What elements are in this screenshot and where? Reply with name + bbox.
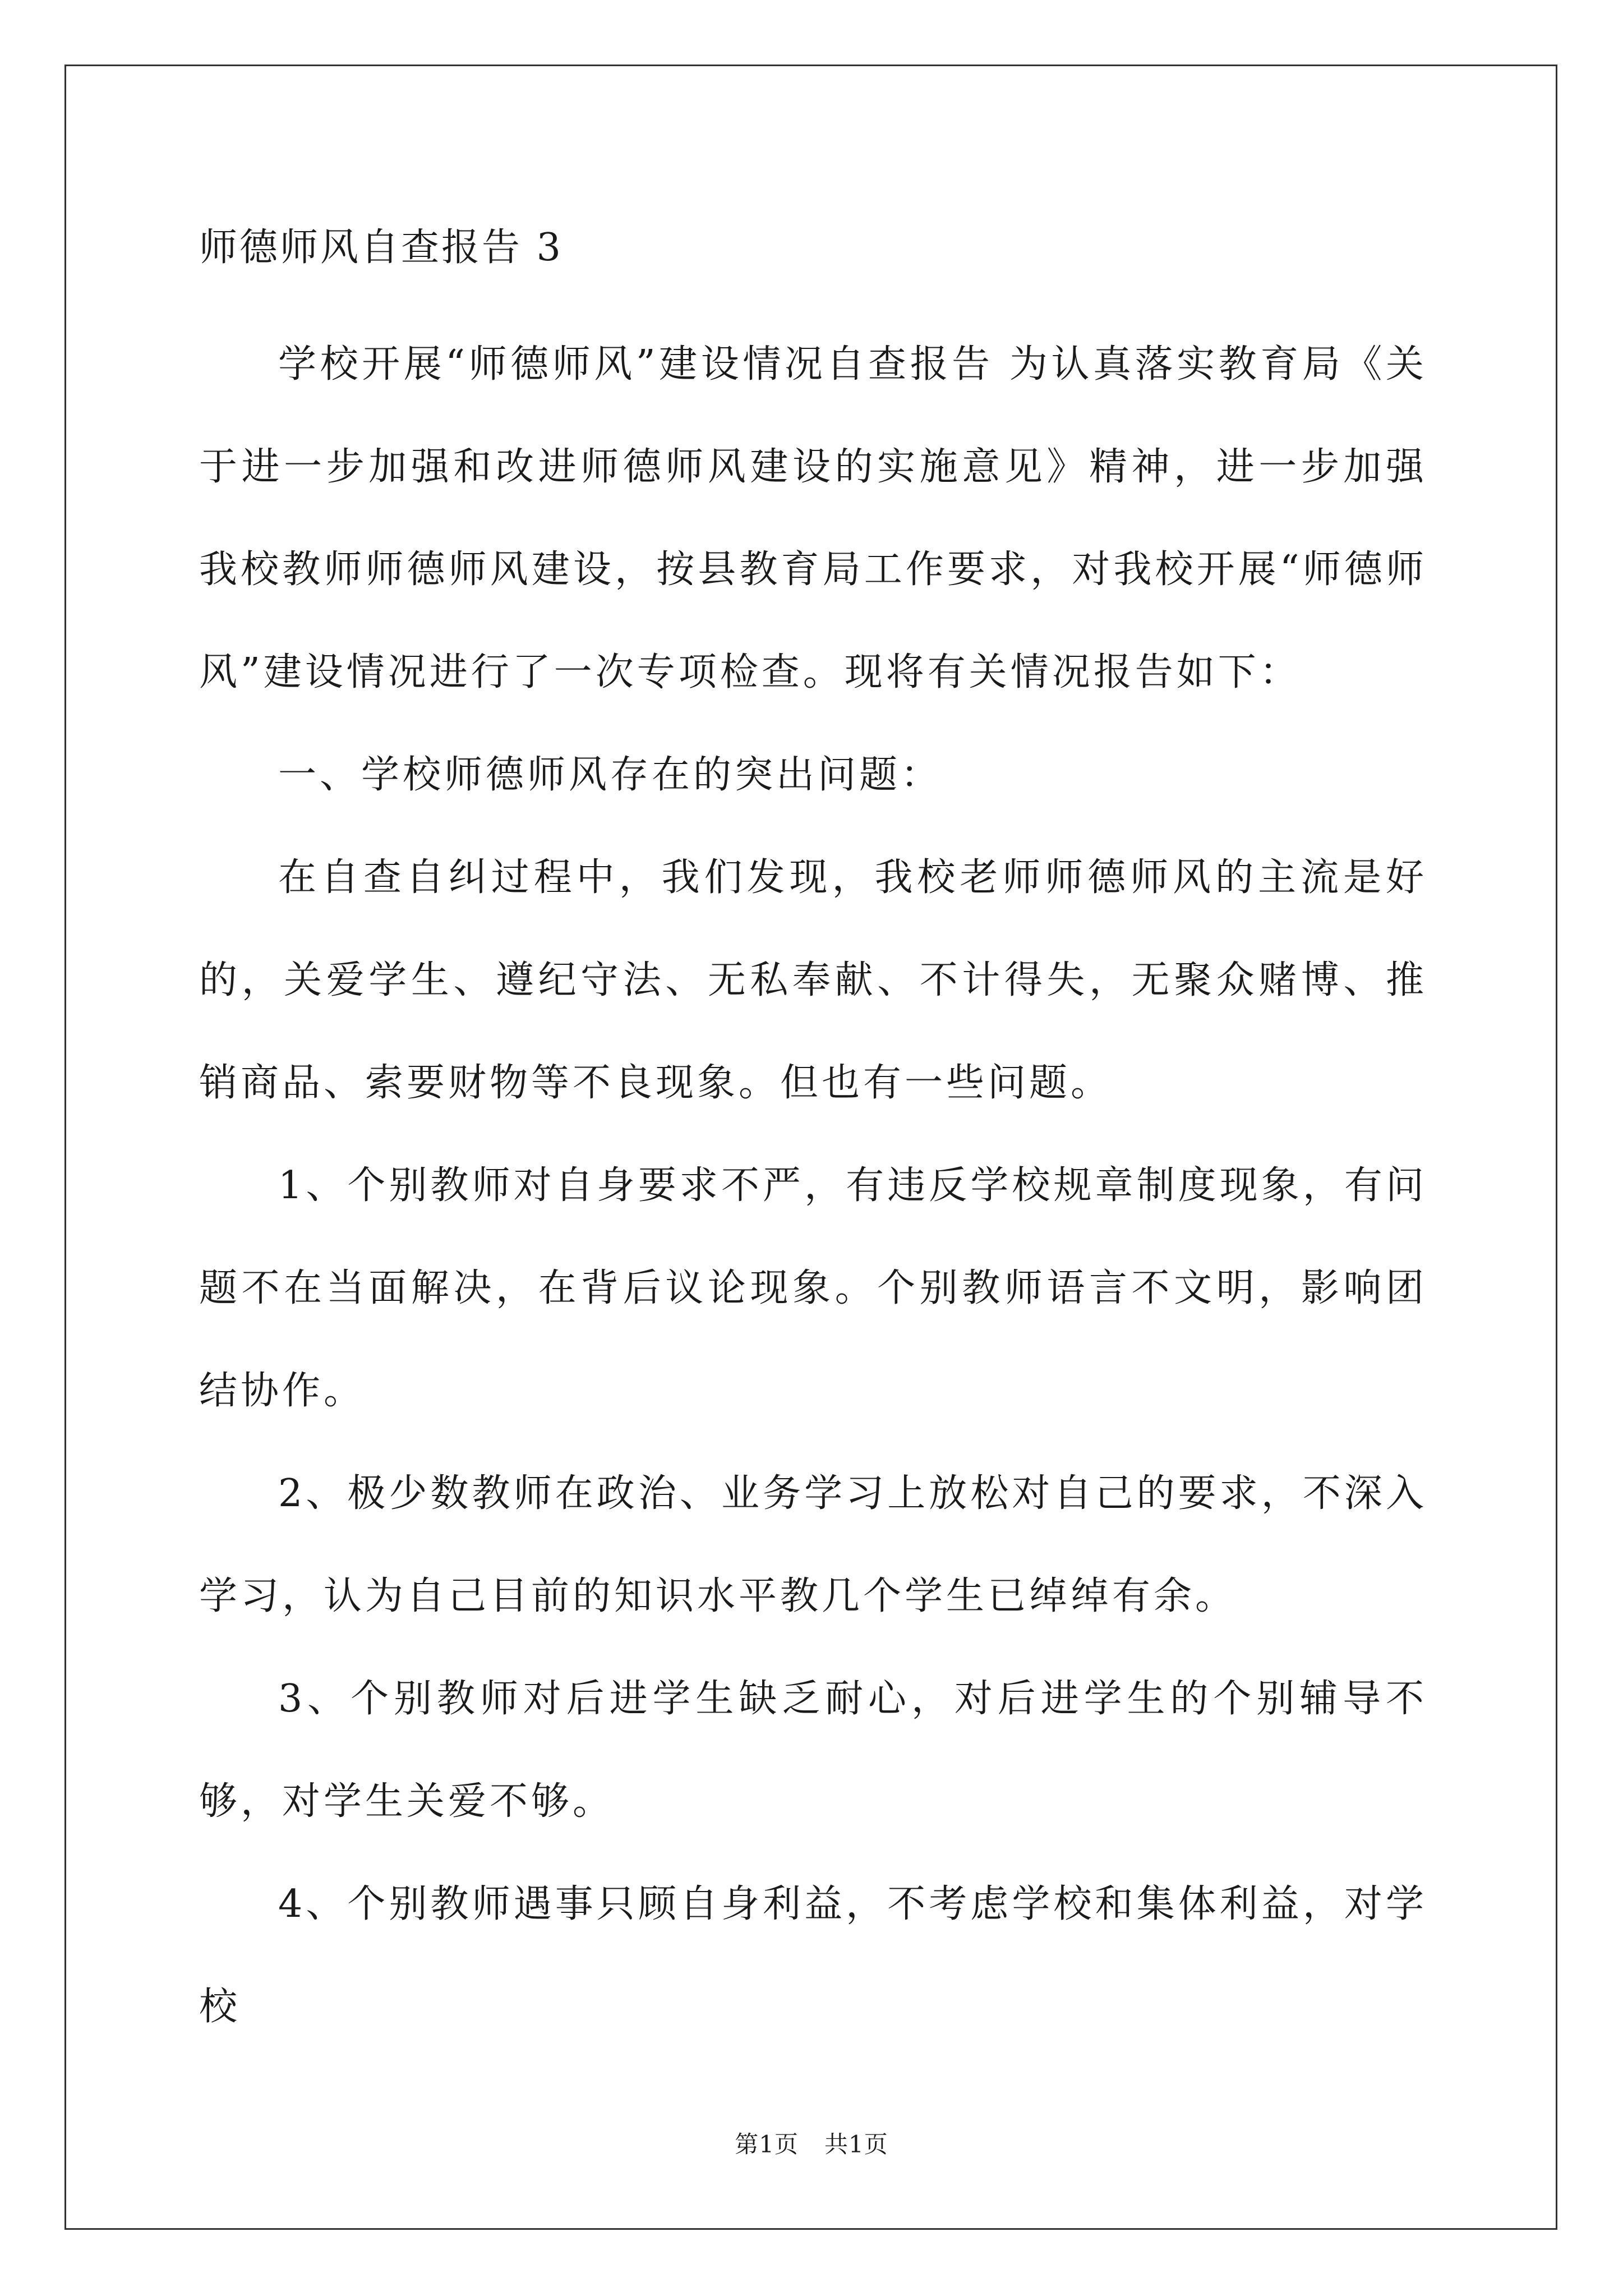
paragraph-item-3: 3、个别教师对后进学生缺乏耐心，对后进学生的个别辅导不够，对学生关爱不够。 (199, 1677, 1427, 1824)
document-title: 师德师风自查报告 3 (199, 226, 563, 270)
paragraph-intro: 学校开展“师德师风”建设情况自查报告 为认真落实教育局《关于进一步加强和改进师德师风建设的实施意见》精神，进一步加强我校教师师德师风建设，按县教育局工作要求，对我校开展“师德师风”建设情况进行了一次专项检查。现将有关情况报告如下： (199, 342, 1427, 694)
document-body (199, 222, 1427, 2058)
paragraph-item-4: 4、个别教师遇事只顾自身利益，不考虑学校和集体利益，对学校 (199, 1882, 1427, 2029)
paragraph-self-check: 在自查自纠过程中，我们发现，我校老师师德师风的主流是好的，关爱学生、遵纪守法、无私奉献、不计得失，无聚众赌博、推销商品、索要财物等不良现象。但也有一些问题。 (199, 855, 1427, 1105)
paragraph-item-1: 1、个别教师对自身要求不严，有违反学校规章制度现象，有问题不在当面解决，在背后议论现象。个别教师语言不文明，影响团结协作。 (199, 1163, 1427, 1413)
paragraph-item-2: 2、极少数教师在政治、业务学习上放松对自己的要求，不深入学习，认为自己目前的知识水平教几个学生已绰绰有余。 (199, 1471, 1427, 1618)
section-heading-problems: 一、学校师德师风存在的突出问题： (278, 753, 943, 797)
page-total: 共1页 (824, 2131, 888, 2158)
page-footer (0, 2129, 1623, 2160)
page-number: 第1页 (735, 2131, 799, 2158)
